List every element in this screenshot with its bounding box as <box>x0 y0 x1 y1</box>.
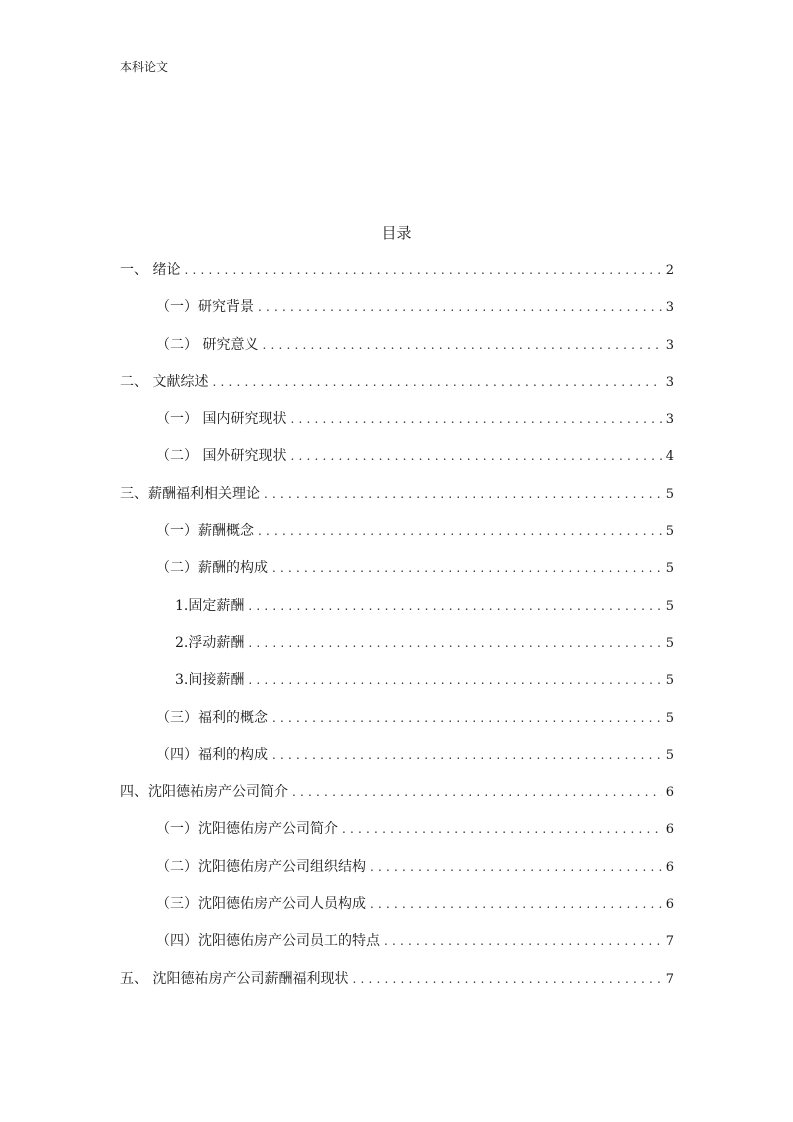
toc-entry[interactable] <box>120 368 674 405</box>
toc-entry-title: 2.浮动薪酬 <box>175 634 245 651</box>
toc-entry[interactable] <box>120 256 674 293</box>
toc-dot-leader <box>342 815 662 843</box>
toc-entry-title: 五、 沈阳德祐房产公司薪酬福利现状 <box>120 970 349 987</box>
toc-entry-page-number: 4 <box>665 449 674 465</box>
toc-entry-page-number: 3 <box>665 300 674 316</box>
toc-entry-title: （四）福利的构成 <box>156 746 268 763</box>
toc-entry-title: 1.固定薪酬 <box>175 597 245 614</box>
toc-entry[interactable] <box>120 853 674 890</box>
toc-entry-title: （三）福利的概念 <box>156 709 268 726</box>
toc-dot-leader <box>384 927 662 955</box>
toc-entry[interactable] <box>120 405 674 442</box>
toc-entry-page-number: 6 <box>665 822 674 838</box>
toc-entry-title: （四）沈阳德佑房产公司员工的特点 <box>156 933 380 950</box>
toc-entry[interactable] <box>120 778 674 815</box>
toc-dot-leader <box>370 890 662 918</box>
toc-entry-page-number: 5 <box>665 673 674 689</box>
toc-dot-leader <box>258 517 662 545</box>
toc-entry-page-number: 6 <box>665 897 674 913</box>
toc-entry-title: （二）沈阳德佑房产公司组织结构 <box>156 858 366 875</box>
toc-entry-page-number: 7 <box>665 971 674 987</box>
toc-entry[interactable] <box>120 815 674 852</box>
toc-dot-leader <box>352 965 661 993</box>
toc-entry-page-number: 5 <box>665 747 674 763</box>
toc-entry-title: （二）薪酬的构成 <box>156 560 268 577</box>
toc-entry-page-number: 5 <box>665 598 674 614</box>
toc-dot-leader <box>258 293 662 321</box>
toc-entry[interactable] <box>120 554 674 591</box>
toc-entry[interactable] <box>120 442 674 479</box>
table-of-contents <box>120 256 674 1002</box>
toc-dot-leader <box>370 853 662 881</box>
toc-entry-title: （二） 国外研究现状 <box>156 448 287 465</box>
toc-entry-page-number: 6 <box>665 859 674 875</box>
toc-entry[interactable] <box>120 293 674 330</box>
toc-entry-page-number: 3 <box>665 337 674 353</box>
toc-dot-leader <box>272 741 662 769</box>
toc-dot-leader <box>272 704 662 732</box>
toc-entry-title: （三）沈阳德佑房产公司人员构成 <box>156 896 366 913</box>
toc-entry[interactable] <box>120 741 674 778</box>
toc-entry-title: （一）薪酬概念 <box>156 523 254 540</box>
toc-entry-page-number: 3 <box>665 412 674 428</box>
toc-entry-page-number: 3 <box>665 374 674 390</box>
toc-entry-page-number: 7 <box>665 934 674 950</box>
toc-dot-leader <box>248 666 661 694</box>
page-header: 本科论文 <box>120 60 169 74</box>
toc-dot-leader <box>290 405 661 433</box>
toc-entry[interactable] <box>120 592 674 629</box>
toc-entry-title: （二） 研究意义 <box>156 336 259 353</box>
toc-entry-title: （一） 国内研究现状 <box>156 411 287 428</box>
toc-dot-leader <box>248 592 661 620</box>
toc-entry-title: （一）沈阳德佑房产公司简介 <box>156 821 338 838</box>
toc-dot-leader <box>248 629 661 657</box>
toc-entry-title: 四、沈阳德祐房产公司简介 <box>120 784 288 801</box>
toc-entry[interactable] <box>120 666 674 703</box>
toc-dot-leader <box>184 256 661 284</box>
toc-dot-leader <box>290 442 661 470</box>
toc-entry[interactable] <box>120 890 674 927</box>
toc-entry[interactable] <box>120 965 674 1002</box>
toc-entry-page-number: 6 <box>665 785 674 801</box>
toc-entry[interactable] <box>120 517 674 554</box>
toc-entry-page-number: 5 <box>665 524 674 540</box>
toc-entry-title: （一）研究背景 <box>156 299 254 316</box>
toc-title: 目录 <box>381 224 412 242</box>
toc-entry[interactable] <box>120 704 674 741</box>
toc-dot-leader <box>262 331 661 359</box>
toc-entry[interactable] <box>120 331 674 368</box>
toc-entry-page-number: 5 <box>665 486 674 502</box>
toc-entry-page-number: 5 <box>665 635 674 651</box>
toc-dot-leader <box>264 480 662 508</box>
toc-entry[interactable] <box>120 629 674 666</box>
toc-dot-leader <box>292 778 662 806</box>
toc-entry[interactable] <box>120 480 674 517</box>
toc-entry[interactable] <box>120 927 674 964</box>
toc-entry-page-number: 5 <box>665 561 674 577</box>
toc-entry-title: 二、 文献综述 <box>120 373 209 390</box>
toc-entry-page-number: 2 <box>665 263 674 278</box>
toc-entry-page-number: 5 <box>665 710 674 726</box>
toc-entry-title: 三、薪酬福利相关理论 <box>120 485 260 502</box>
toc-dot-leader <box>212 368 661 396</box>
toc-dot-leader <box>272 554 662 582</box>
toc-entry-title: 一、 绪论 <box>120 262 181 278</box>
toc-entry-title: 3.间接薪酬 <box>175 672 245 689</box>
